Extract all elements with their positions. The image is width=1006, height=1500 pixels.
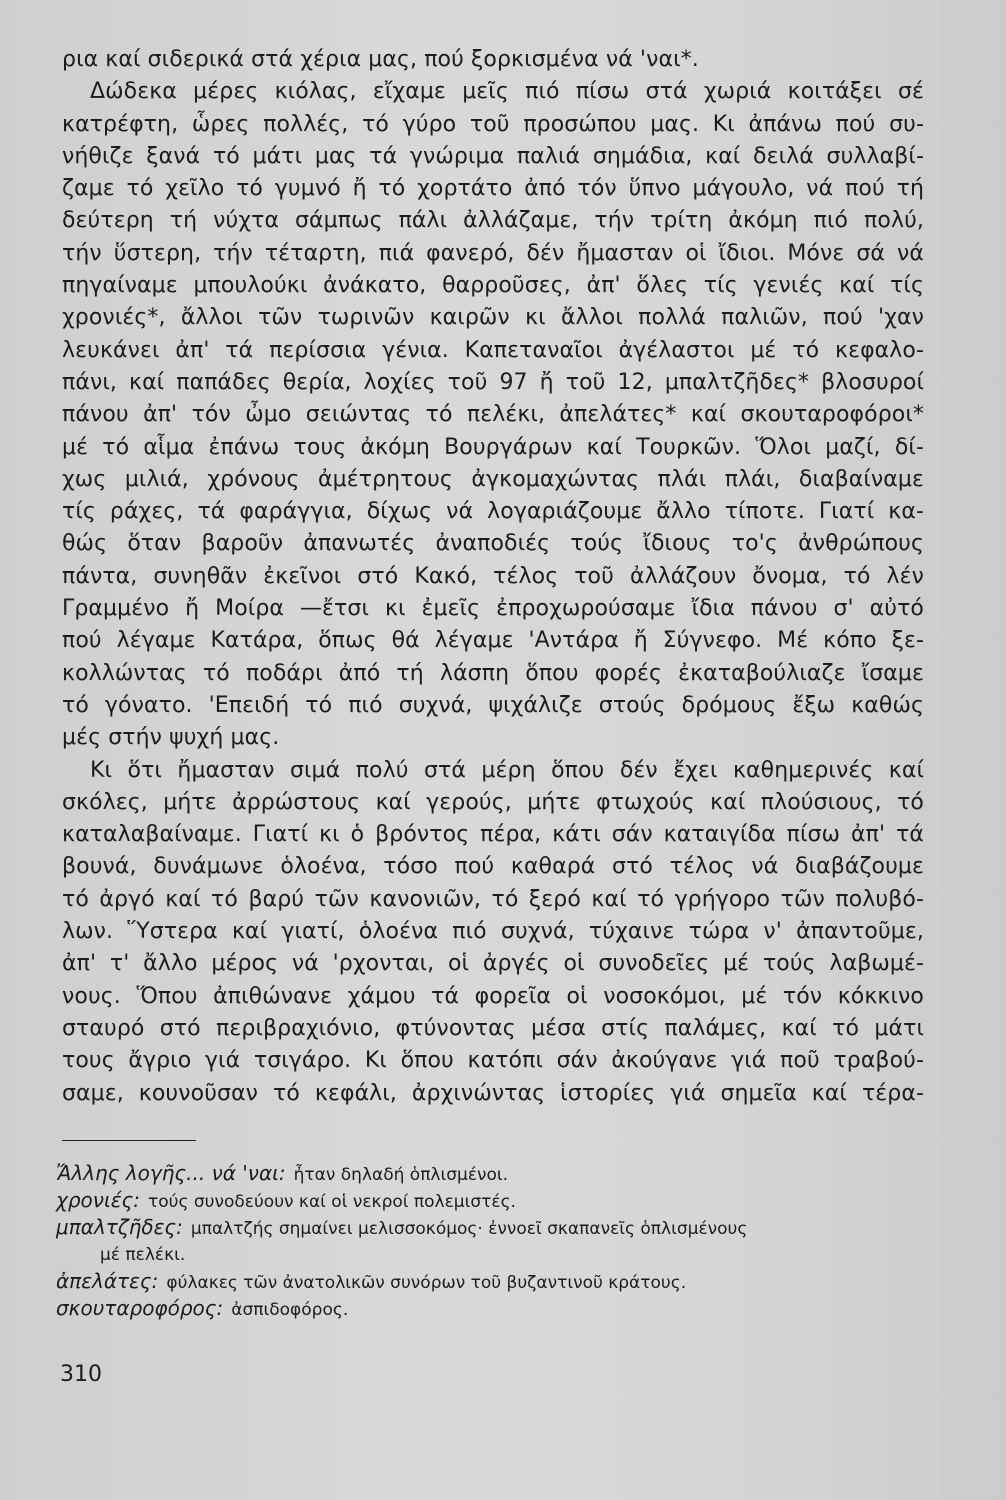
footnote bbox=[56, 1160, 926, 1187]
footnote-term: χρονιές: bbox=[56, 1188, 140, 1212]
text-line: λων. Ὕστερα καί γιατί, ὁλοένα πιό συχνά, τύχαινε τώρα ν' ἀπαντοῦμε, bbox=[62, 919, 924, 945]
text-line: τίς ράχες, τά φαράγγια, δίχως νά λογαριάζουμε ἄλλο τίποτε. Γιατί κα- bbox=[62, 499, 924, 525]
footnote-definition: ἀσπιδοφόρος. bbox=[231, 1300, 349, 1320]
text-line: μέ τό αἷμα ἐπάνω τους ἀκόμη Βουργάρων καί Τουρκῶν. Ὅλοι μαζί, δί- bbox=[62, 434, 924, 460]
text-line: πάνου ἀπ' τόν ὦμο σειώντας τό πελέκι, ἀπελάτες* καί σκουταροφόροι* bbox=[62, 402, 924, 428]
text-line: νήθιζε ξανά τό μάτι μας τά γνώριμα παλιά σημάδια, καί δειλά συλλαβί- bbox=[62, 143, 924, 169]
page-number: 310 bbox=[60, 1362, 102, 1387]
text-line: κατρέφτη, ὧρες πολλές, τό γύρο τοῦ προσώπου μας. Κι ἀπάνω πού συ- bbox=[62, 111, 924, 137]
text-line: σταυρό στό περιβραχιόνιο, φτύνοντας μέσα στίς παλάμες, καί τό μάτι bbox=[62, 1015, 924, 1041]
text-line: λευκάνει ἀπ' τά περίσσια γένια. Καπεταναῖοι ἀγέλαστοι μέ τό κεφαλο- bbox=[62, 337, 924, 363]
text-line: δεύτερη τή νύχτα σάμπως πάλι ἀλλάζαμε, τήν τρίτη ἀκόμη πιό πολύ, bbox=[62, 208, 924, 234]
footnote bbox=[56, 1187, 926, 1214]
footnote-definition: τούς συνοδεύουν καί οἱ νεκροί πολεμιστές. bbox=[148, 1192, 516, 1212]
footnote-definition: φύλακες τῶν ἀνατολικῶν συνόρων τοῦ βυζαντινοῦ κράτους. bbox=[166, 1273, 687, 1293]
text-line: ζαμε τό χεῖλο τό γυμνό ἤ τό χορτάτο ἀπό τόν ὕπνο μάγουλο, νά πού τή bbox=[62, 176, 924, 202]
text-line: πάνι, καί παπάδες θερία, λοχίες τοῦ 97 ἤ τοῦ 12, μπαλτζῆδες* βλοσυροί bbox=[62, 369, 924, 395]
text-line: τους ἄγριο γιά τσιγάρο. Κι ὅπου κατόπι σάν ἀκούγανε γιά ποῦ τραβού- bbox=[62, 1048, 924, 1074]
footnote-definition: μπαλτζής σημαίνει μελισσοκόμος· ἐννοεῖ σκαπανεῖς ὁπλισμένους bbox=[190, 1219, 748, 1239]
text-line: κολλώντας τό ποδάρι ἀπό τή λάσπη ὅπου φορές ἐκαταβούλιαζε ἴσαμε bbox=[62, 660, 924, 686]
text-line: σκόλες, μήτε ἀρρώστους καί γερούς, μήτε φτωχούς καί πλούσιους, τό bbox=[62, 789, 924, 815]
text-line: πηγαίναμε μπουλούκι ἀνάκατο, θαρροῦσες, ἀπ' ὅλες τίς γενιές καί τίς bbox=[62, 273, 924, 299]
main-text bbox=[62, 44, 924, 1110]
text-line: ἀπ' τ' ἄλλο μέρος νά 'ρχονται, οἱ ἀργές οἱ συνοδεῖες μέ τούς λαβωμέ- bbox=[62, 951, 924, 977]
text-line: νους. Ὅπου ἀπιθώνανε χάμου τά φορεῖα οἱ νοσοκόμοι, μέ τόν κόκκινο bbox=[62, 983, 924, 1009]
text-line: καταλαβαίναμε. Γιατί κι ὁ βρόντος πέρα, κάτι σάν καταιγίδα πίσω ἀπ' τά bbox=[62, 822, 924, 848]
footnote-term: Ἄλλης λογῆς... νά 'ναι: bbox=[56, 1161, 286, 1185]
text-line: βουνά, δυνάμωνε ὁλοένα, τόσο πού καθαρά στό τέλος νά διαβάζουμε bbox=[62, 854, 924, 880]
text-line: Κι ὅτι ἤμασταν σιμά πολύ στά μέρη ὅπου δέν ἔχει καθημερινές καί bbox=[90, 757, 924, 783]
text-line: πάντα, συνηθᾶν ἐκεῖνοι στό Κακό, τέλος τοῦ ἀλλάζουν ὄνομα, τό λέν bbox=[62, 563, 924, 589]
footnote bbox=[56, 1295, 926, 1322]
footnotes bbox=[56, 1160, 926, 1322]
footnote-term: μπαλτζῆδες: bbox=[56, 1215, 183, 1239]
text-line: τό ἀργό καί τό βαρύ τῶν κανονιῶν, τό ξερό καί τό γρήγορο τῶν πολυβό- bbox=[62, 886, 924, 912]
footnote-definition: μέ πελέκι. bbox=[100, 1245, 186, 1265]
text-line: Δώδεκα μέρες κιόλας, εἴχαμε μεῖς πιό πίσω στά χωριά κοιτάξει σέ bbox=[90, 79, 924, 105]
footnote-definition: ἦταν δηλαδή ὁπλισμένοι. bbox=[293, 1165, 509, 1185]
text-line: χως μιλιά, χρόνους ἀμέτρητους ἀγκομαχώντας πλάι πλάι, διαβαίναμε bbox=[62, 466, 924, 492]
footnote-divider bbox=[62, 1140, 196, 1141]
text-line: Γραμμένο ἤ Μοίρα —ἔτσι κι ἐμεῖς ἐπροχωρούσαμε ἴδια πάνου σ' αὐτό bbox=[62, 596, 924, 622]
footnote-continuation bbox=[56, 1241, 926, 1268]
text-line: σαμε, κουνοῦσαν τό κεφάλι, ἀρχινώντας ἱστορίες γιά σημεῖα καί τέρα- bbox=[62, 1080, 924, 1106]
footnote bbox=[56, 1268, 926, 1295]
text-line: θώς ὅταν βαροῦν ἀπανωτές ἀναποδιές τούς ἴδιους το'ς ἀνθρώπους bbox=[62, 531, 924, 557]
text-line: χρονιές*, ἄλλοι τῶν τωρινῶν καιρῶν κι ἄλλοι πολλά παλιῶν, πού 'χαν bbox=[62, 305, 924, 331]
text-line: πού λέγαμε Κατάρα, ὅπως θά λέγαμε 'Αντάρα ἤ Σύγνεφο. Μέ κόπο ξε- bbox=[62, 628, 924, 654]
footnote-term: ἀπελάτες: bbox=[56, 1269, 159, 1293]
footnote-term: σκουταροφόρος: bbox=[56, 1296, 224, 1320]
text-line: μές στήν ψυχή μας. bbox=[62, 725, 280, 751]
footnote bbox=[56, 1214, 926, 1241]
text-line: τήν ὕστερη, τήν τέταρτη, πιά φανερό, δέν ἤμασταν οἱ ἴδιοι. Μόνε σά νά bbox=[62, 240, 924, 266]
text-line: ρια καί σιδερικά στά χέρια μας, πού ξορκισμένα νά 'ναι*. bbox=[62, 47, 699, 72]
text-line: τό γόνατο. 'Επειδή τό πιό συχνά, ψιχάλιζε στούς δρόμους ἔξω καθώς bbox=[62, 692, 924, 718]
